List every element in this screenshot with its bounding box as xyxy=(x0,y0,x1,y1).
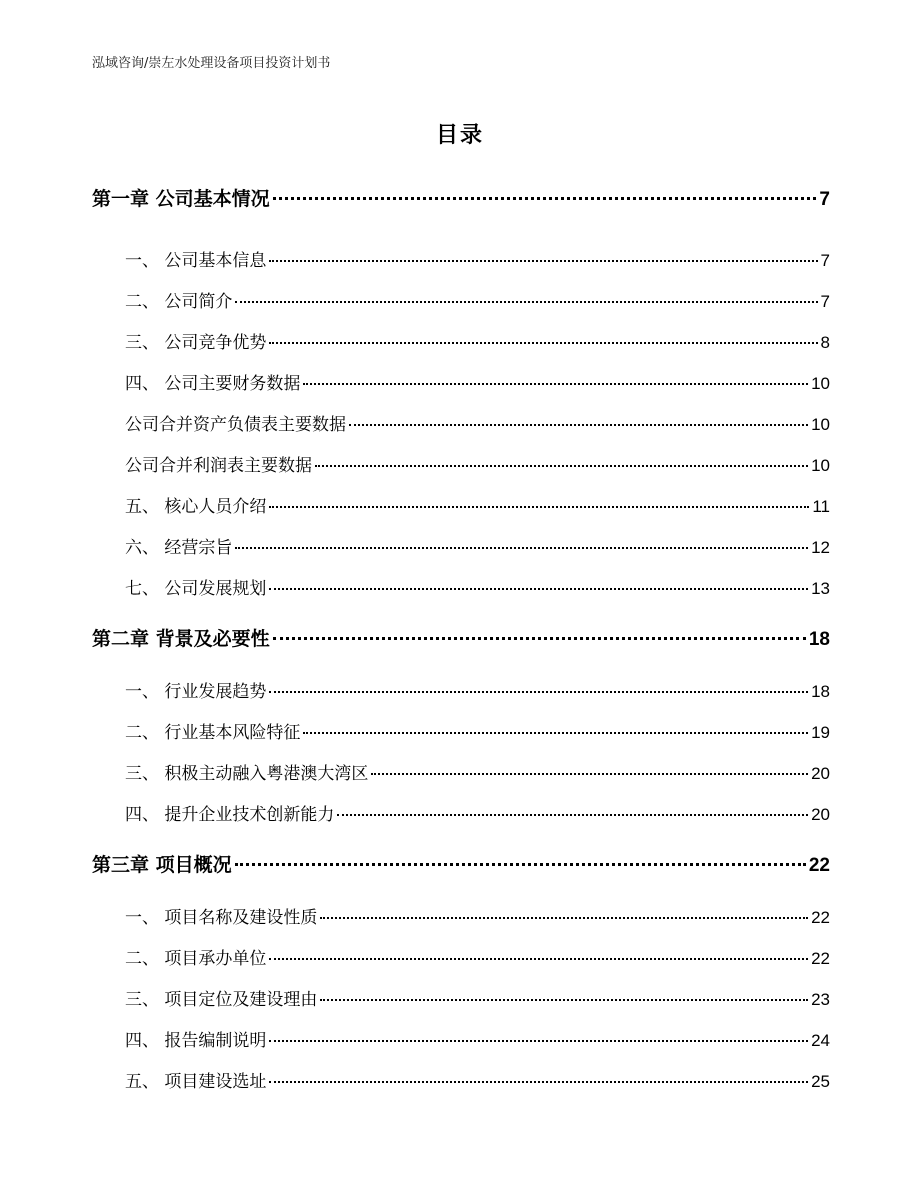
toc-dot-leader xyxy=(269,958,808,960)
toc-page-number: 20 xyxy=(811,764,830,783)
toc-page-number: 7 xyxy=(819,189,830,210)
toc-dot-leader xyxy=(349,424,808,426)
toc-entry-label: 公司合并资产负债表主要数据 xyxy=(125,415,346,435)
toc-section-entry[interactable] xyxy=(125,1026,830,1051)
toc-page-number: 18 xyxy=(811,682,830,701)
toc-page-number: 25 xyxy=(811,1072,830,1091)
toc-entry-label: 七、 公司发展规划 xyxy=(125,579,267,599)
toc-page-number: 22 xyxy=(811,949,830,968)
toc-title: 目录 xyxy=(435,123,484,148)
toc-section-entry[interactable] xyxy=(125,533,830,558)
toc-entry-label: 四、 公司主要财务数据 xyxy=(125,374,301,394)
page-header: 泓域咨询/崇左水处理设备项目投资计划书 xyxy=(92,56,331,71)
toc-entry-label: 四、 报告编制说明 xyxy=(125,1031,267,1051)
toc-dot-leader xyxy=(269,1081,808,1083)
toc-entry-label: 第二章 背景及必要性 xyxy=(92,628,270,650)
toc-page-number: 10 xyxy=(811,456,830,475)
toc-entry-label: 三、 公司竞争优势 xyxy=(125,333,267,353)
toc-section-entry[interactable] xyxy=(125,287,830,312)
toc-page-number: 19 xyxy=(811,723,830,742)
toc-dot-leader xyxy=(273,197,817,200)
toc-section-entry[interactable] xyxy=(125,1067,830,1092)
toc-chapter-entry[interactable] xyxy=(92,850,830,877)
toc-page-number: 7 xyxy=(820,251,830,270)
toc-page-number: 22 xyxy=(811,908,830,927)
toc-entry-label: 一、 项目名称及建设性质 xyxy=(125,908,318,928)
toc-entry-label: 第三章 项目概况 xyxy=(92,854,232,876)
toc-page-number: 10 xyxy=(811,374,830,393)
toc-page-number: 10 xyxy=(811,415,830,434)
toc-dot-leader xyxy=(273,637,806,640)
toc-entry-label: 二、 项目承办单位 xyxy=(125,949,267,969)
toc-section-entry[interactable] xyxy=(125,800,830,825)
toc-section-entry[interactable] xyxy=(125,246,830,271)
toc-entry-label: 二、 行业基本风险特征 xyxy=(125,723,301,743)
toc-entry-label: 公司合并利润表主要数据 xyxy=(125,456,312,476)
toc-entry-label: 一、 公司基本信息 xyxy=(125,251,267,271)
toc-dot-leader xyxy=(269,506,809,508)
toc-dot-leader xyxy=(269,691,808,693)
toc-section-entry[interactable] xyxy=(125,677,830,702)
toc-dot-leader xyxy=(337,814,808,816)
toc-section-entry[interactable] xyxy=(125,451,830,476)
toc-section-entry[interactable] xyxy=(125,718,830,743)
toc-dot-leader xyxy=(269,1040,808,1042)
toc-entry-label: 二、 公司简介 xyxy=(125,292,233,312)
toc-entry-label: 第一章 公司基本情况 xyxy=(92,188,270,210)
toc-page-number: 23 xyxy=(811,990,830,1009)
toc-section-entry[interactable] xyxy=(125,369,830,394)
toc-section-entry[interactable] xyxy=(125,944,830,969)
toc-entry-label: 五、 项目建设选址 xyxy=(125,1072,267,1092)
toc-page-number: 11 xyxy=(812,497,830,516)
toc-page-number: 22 xyxy=(808,855,830,876)
toc-dot-leader xyxy=(235,547,808,549)
toc-section-entry[interactable] xyxy=(125,903,830,928)
toc-entry-label: 四、 提升企业技术创新能力 xyxy=(125,805,335,825)
toc-page-number: 8 xyxy=(820,333,830,352)
toc-dot-leader xyxy=(269,588,808,590)
toc-section-entry[interactable] xyxy=(125,985,830,1010)
toc-page-number: 20 xyxy=(811,805,830,824)
toc-section-entry[interactable] xyxy=(125,574,830,599)
toc-entry-label: 五、 核心人员介绍 xyxy=(125,497,267,517)
toc-dot-leader xyxy=(303,383,808,385)
toc-section-entry[interactable] xyxy=(125,328,830,353)
toc-page-number: 18 xyxy=(808,629,830,650)
toc-entry-label: 三、 积极主动融入粤港澳大湾区 xyxy=(125,764,369,784)
toc-dot-leader xyxy=(235,301,817,303)
toc-dot-leader xyxy=(303,732,808,734)
toc-chapter-entry[interactable] xyxy=(92,184,830,211)
toc-dot-leader xyxy=(269,260,817,262)
toc-dot-leader xyxy=(320,999,808,1001)
toc-section-entry[interactable] xyxy=(125,492,830,517)
toc-page-number: 24 xyxy=(811,1031,830,1050)
toc-section-entry[interactable] xyxy=(125,759,830,784)
toc-chapter-entry[interactable] xyxy=(92,624,830,651)
toc-page-number: 7 xyxy=(820,292,830,311)
toc-page-number: 13 xyxy=(811,579,830,598)
toc-page-number: 12 xyxy=(811,538,830,557)
toc-dot-leader xyxy=(320,917,808,919)
toc-section-entry[interactable] xyxy=(125,410,830,435)
toc-entry-label: 一、 行业发展趋势 xyxy=(125,682,267,702)
toc-dot-leader xyxy=(371,773,808,775)
toc-dot-leader xyxy=(235,863,806,866)
toc-entry-label: 六、 经营宗旨 xyxy=(125,538,233,558)
toc-entry-label: 三、 项目定位及建设理由 xyxy=(125,990,318,1010)
toc-dot-leader xyxy=(269,342,817,344)
toc-dot-leader xyxy=(315,465,808,467)
